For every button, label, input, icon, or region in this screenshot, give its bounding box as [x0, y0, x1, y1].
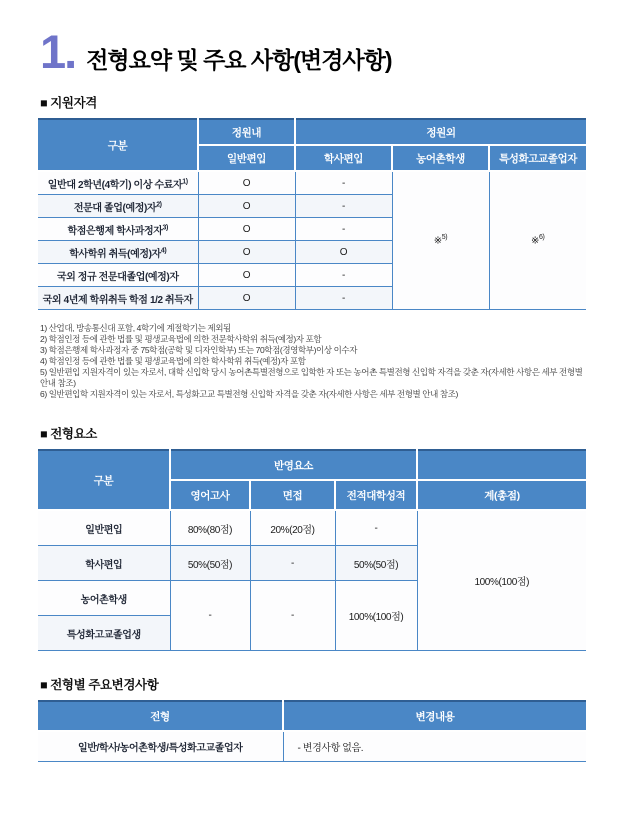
- cell-general: O: [198, 195, 295, 218]
- footnote-line: 1) 산업대, 방송통신대 포함, 4학기에 계절학기는 제외됨: [40, 323, 231, 333]
- row-label: 학사학위 취득(예정)자$^{4)}$: [38, 241, 198, 264]
- cell-vocational-note: ※$^{6)}$: [489, 171, 586, 310]
- header-cell-bachelor-transfer: 학사편입: [295, 145, 392, 171]
- cell-bachelor: -: [295, 171, 392, 195]
- table-row: [38, 510, 586, 546]
- cell-interview-merged: -: [250, 581, 335, 651]
- row-label: 일반대 2학년(4학기) 이상 수료자$^{1)}$: [38, 171, 198, 195]
- cell-english-merged: -: [170, 581, 250, 651]
- cell-english: 80%(80점): [170, 510, 250, 546]
- header-cell-vocational-grad: 특성화고교졸업자: [489, 145, 586, 171]
- header-cell-prior-gpa: 전적대학성적: [335, 480, 417, 510]
- cell-english: 50%(50점): [170, 546, 250, 581]
- header-cell-in-quota: 정원내: [198, 119, 295, 145]
- header-cell-total: 계(총점): [417, 480, 586, 510]
- footnote-ref: 5): [441, 234, 448, 242]
- cell-bachelor: -: [295, 287, 392, 310]
- changes-table: [38, 700, 586, 762]
- cell-bachelor: -: [295, 218, 392, 241]
- changes-section-heading: ■ 전형별 주요변경사항: [40, 678, 159, 693]
- row-label: 학사편입: [38, 546, 170, 581]
- cell-rural-note: ※$^{5)}$: [392, 171, 489, 310]
- footnote-line: 5) 일반편입 지원자격이 있는 자로서, 대학 신입학 당시 농어촌특별전형으로 입학한 자 또는 농어촌 특별전형 신입학 자격을 갖춘 자(자세한 사항은 세부 전형별 안내 참조): [40, 367, 583, 389]
- footnote-line: 3) 학점은행제 학사과정자 중 75학점(공학 및 디자인학부) 또는 70학점(경영학부)이상 이수자: [40, 345, 358, 356]
- table-header-row: [38, 450, 586, 480]
- eligibility-section-heading: ■ 지원자격: [40, 96, 97, 110]
- cell-bachelor: -: [295, 264, 392, 287]
- footnote-line: 2) 학점인정 등에 관한 법률 및 평생교육법에 의한 전문학사학위 취득(예정)자 포함: [40, 334, 322, 345]
- table-header-row: [38, 119, 586, 145]
- header-cell-interview: 면접: [250, 480, 335, 510]
- cell-bachelor: -: [295, 195, 392, 218]
- header-cell-admission-type: 전형: [38, 701, 283, 731]
- row-label: 특성화고교졸업생: [38, 616, 170, 651]
- cell-admission-type: 일반/학사/농어촌학생/특성화고교졸업자: [38, 731, 283, 762]
- cell-change-content: - 변경사항 없음.: [283, 731, 586, 762]
- cell-general: O: [198, 218, 295, 241]
- cell-general: O: [198, 171, 295, 195]
- cell-prior-gpa-merged: 100%(100점): [335, 581, 417, 651]
- header-cell-factors: 반영요소: [170, 450, 417, 480]
- row-label: 전문대 졸업(예정)자$^{2)}$: [38, 195, 198, 218]
- header-cell-out-quota: 정원외: [295, 119, 586, 145]
- cell-prior-gpa: 50%(50점): [335, 546, 417, 581]
- header-cell-gubun: 구분: [38, 119, 198, 171]
- footnote-line: 4) 학점인정 등에 관한 법률 및 평생교육법에 의한 학사학위 취득(예정)자 포함: [40, 356, 306, 367]
- cell-total-merged: 100%(100점): [417, 510, 586, 651]
- elements-table: [38, 449, 586, 651]
- row-label: 국외 정규 전문대졸업(예정)자: [38, 264, 198, 287]
- cell-interview: 20%(20점): [250, 510, 335, 546]
- elements-section-heading: ■ 전형요소: [40, 427, 97, 442]
- header-cell-empty: [417, 450, 586, 480]
- header-cell-gubun: 구분: [38, 450, 170, 510]
- cell-prior-gpa: -: [335, 510, 417, 546]
- header-cell-change-content: 변경내용: [283, 701, 586, 731]
- page-title-block: [40, 25, 586, 78]
- footnote-ref: 4): [160, 247, 167, 255]
- section-number: 1.: [40, 25, 76, 78]
- eligibility-table: [38, 118, 586, 310]
- footnotes-block: [40, 323, 586, 400]
- header-cell-rural-student: 농어촌학생: [392, 145, 489, 171]
- cell-general: O: [198, 264, 295, 287]
- footnote-line: 6) 일반편입학 지원자격이 있는 자로서, 특성화고교 특별전형 신입학 자격을 갖춘 자(자세한 사항은 세부 전형별 안내 참조): [40, 389, 458, 400]
- table-row: [38, 171, 586, 195]
- header-cell-english-exam: 영어고사: [170, 480, 250, 510]
- row-label: 국외 4년제 학위취득 학점 1/2 취득자: [38, 287, 198, 310]
- row-label: 농어촌학생: [38, 581, 170, 616]
- cell-interview: -: [250, 546, 335, 581]
- footnote-ref: 6): [539, 234, 545, 242]
- cell-bachelor: O: [295, 241, 392, 264]
- footnote-ref: 1): [182, 178, 188, 186]
- table-header-row: [38, 701, 586, 731]
- row-label: 일반편입: [38, 510, 170, 546]
- cell-general: O: [198, 287, 295, 310]
- footnote-ref: 3): [162, 224, 168, 232]
- cell-general: O: [198, 241, 295, 264]
- row-label: 학점은행제 학사과정자$^{3)}$: [38, 218, 198, 241]
- footnote-ref: 2): [156, 201, 162, 209]
- page-title: 전형요약 및 주요 사항(변경사항): [86, 47, 392, 73]
- table-row: [38, 731, 586, 762]
- header-cell-general-transfer: 일반편입: [198, 145, 295, 171]
